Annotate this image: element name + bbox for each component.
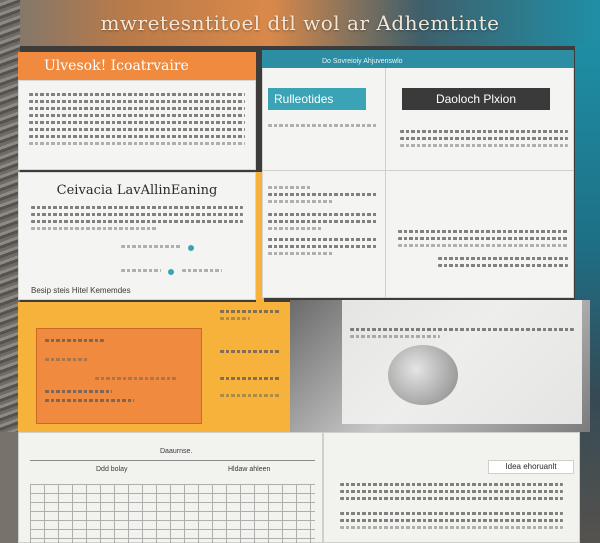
tab-rulleotides[interactable]: Rulleotides (268, 88, 366, 110)
text-line (29, 107, 245, 110)
right-panel-header-text: Do Sovreioiy Ahjuvenswlo (322, 58, 403, 65)
right-panel-header-bar (262, 50, 574, 68)
text-line (45, 339, 104, 342)
orange-card (36, 328, 202, 424)
orange-section-labels (220, 306, 280, 401)
right-middle-body (342, 300, 582, 338)
text-line (340, 483, 563, 486)
text-line (398, 244, 568, 247)
text-line (45, 399, 134, 402)
text-line (340, 490, 563, 493)
text-line (398, 237, 568, 240)
text-line (340, 497, 563, 500)
right-panel-paragraph (398, 226, 568, 271)
text-line (340, 519, 563, 522)
text-line (350, 335, 440, 338)
text-line (438, 257, 568, 260)
text-line (268, 238, 378, 241)
text-line (29, 142, 245, 145)
text-line (220, 317, 250, 320)
text-line (268, 252, 334, 255)
text-line (268, 227, 323, 230)
text-line (29, 100, 245, 103)
globe-icon (388, 345, 458, 405)
bullet-dot-icon (188, 245, 194, 251)
text-line (29, 121, 245, 124)
right-panel-list (268, 182, 378, 259)
tab-daoloch-plxion[interactable]: Daoloch Plxion (402, 88, 550, 110)
right-middle-panel (342, 300, 582, 424)
table-rule (30, 460, 315, 461)
data-table-grid (30, 484, 315, 543)
text-line (268, 245, 378, 248)
text-line (31, 227, 158, 230)
text-line (31, 206, 243, 209)
text-line (29, 128, 245, 131)
background-bottom-left (0, 432, 20, 543)
right-panel-note-a (268, 120, 378, 131)
text-line (398, 230, 568, 233)
text-line (29, 135, 245, 138)
notes-panel (323, 432, 580, 543)
text-line (220, 350, 280, 353)
notes-body (324, 433, 579, 529)
left-panel-header: Ulvesok! Icoatrvaire (18, 52, 256, 80)
text-line (121, 269, 161, 272)
table-header: Daaurnse. (160, 448, 193, 455)
text-line (268, 200, 334, 203)
left-panel-text-box (18, 80, 256, 170)
text-line (340, 526, 563, 529)
text-line (268, 220, 378, 223)
right-panel-vertical-divider (385, 68, 386, 298)
text-line (220, 394, 280, 397)
text-line (268, 193, 378, 196)
text-line (29, 114, 245, 117)
text-line (268, 186, 312, 189)
bullet-dot-icon (168, 269, 174, 275)
text-line (45, 358, 89, 361)
table-column-a: Ddd bolay (96, 466, 128, 473)
text-line (350, 328, 574, 331)
text-line (121, 245, 181, 248)
notes-label: Idea ehoruanlt (488, 460, 574, 474)
text-line (220, 377, 280, 380)
text-line (400, 130, 568, 133)
text-line (220, 310, 280, 313)
right-panel-horizontal-divider (262, 170, 574, 171)
text-line (268, 124, 378, 127)
legend-line: Besip steis Hitel Kememdes (31, 286, 131, 295)
text-line (438, 264, 568, 267)
learning-box-title: Ceivacia LavAllinEaning (56, 183, 218, 198)
text-line (400, 144, 568, 147)
right-panel-note-b (400, 126, 568, 151)
table-column-b: Hldaw ahleen (228, 466, 271, 473)
text-line (95, 377, 176, 380)
text-line (29, 93, 245, 96)
page-title: mwretesntitoel dtl wol ar Adhemtinte (100, 11, 500, 35)
text-line (31, 213, 243, 216)
left-panel-learning-box (18, 172, 256, 300)
text-line (400, 137, 568, 140)
orange-card-body (37, 329, 201, 412)
text-line (45, 390, 112, 393)
text-line (268, 213, 378, 216)
text-line (340, 512, 563, 515)
text-line (31, 220, 243, 223)
dot-row (121, 262, 243, 280)
text-line (182, 269, 222, 272)
dot-row (121, 238, 243, 256)
